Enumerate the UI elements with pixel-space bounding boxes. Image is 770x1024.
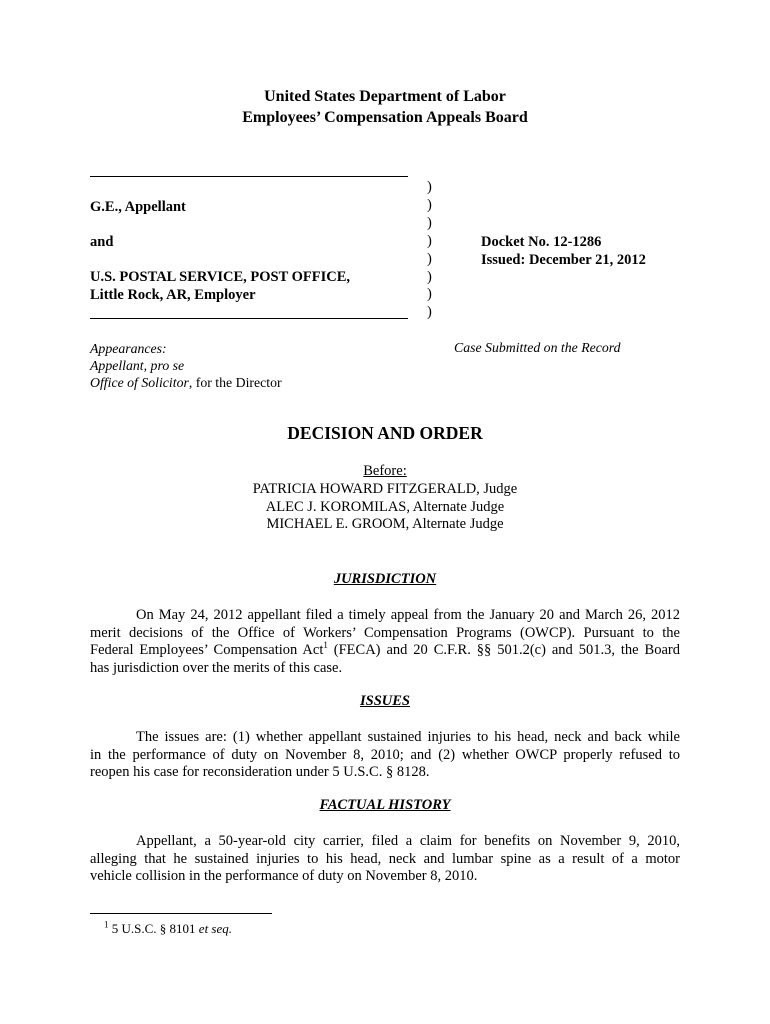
judge-name: MICHAEL E. GROOM, Alternate Judge bbox=[266, 516, 504, 533]
employer-line-1: U.S. POSTAL SERVICE, POST OFFICE, bbox=[90, 269, 351, 285]
solicitor-appearance bbox=[90, 374, 282, 392]
board-title: Employees’ Compensation Appeals Board bbox=[242, 109, 528, 126]
paren: ) bbox=[427, 196, 432, 213]
appearances-label: Appearances: bbox=[90, 341, 167, 356]
paragraph-line: merit decisions of the Office of Workers’ Compensation Programs (OWCP). Pursuant to the bbox=[90, 624, 680, 641]
appellant-name: G.E., Appellant bbox=[90, 199, 186, 215]
paragraph-line: On May 24, 2012 appellant filed a timely appeal from the January 20 and March 26, 2012 bbox=[136, 607, 680, 623]
footnote-text: 5 U.S.C. § 8101 bbox=[108, 921, 199, 936]
fragment: (FECA) and 20 C.F.R. §§ 501.2(c) and 501.3, the Board bbox=[327, 642, 680, 659]
paragraph-line: reopen his case for reconsideration under 5 U.S.C. § 8128. bbox=[90, 764, 430, 781]
paragraph-line: alleging that he sustained injuries to his head, neck and lumbar spine as a result of a motor bbox=[90, 850, 680, 867]
paragraph-line bbox=[90, 642, 680, 660]
agency-title: United States Department of Labor bbox=[264, 88, 506, 105]
caption-top-rule bbox=[90, 176, 408, 177]
paren: ) bbox=[427, 268, 432, 285]
case-submitted-note: Case Submitted on the Record bbox=[454, 340, 621, 355]
factual-history-heading: FACTUAL HISTORY bbox=[319, 797, 451, 813]
before-label: Before: bbox=[363, 463, 407, 479]
paragraph-line: The issues are: (1) whether appellant sustained injuries to his head, neck and back while bbox=[136, 729, 680, 745]
footnote-rule bbox=[90, 913, 272, 914]
judges-panel bbox=[0, 463, 770, 534]
solicitor-suffix: , for the Director bbox=[188, 375, 282, 390]
paragraph-line: vehicle collision in the performance of duty on November 8, 2010. bbox=[90, 868, 478, 885]
paren: ) bbox=[427, 232, 432, 249]
paren: ) bbox=[427, 304, 432, 321]
factual-history-paragraph bbox=[90, 833, 680, 886]
caption-and: and bbox=[90, 234, 114, 250]
paren: ) bbox=[427, 286, 432, 303]
footnote-italic: et seq. bbox=[198, 921, 233, 936]
judge-name: ALEC J. KOROMILAS, Alternate Judge bbox=[265, 498, 505, 515]
judge-name: PATRICIA HOWARD FITZGERALD, Judge bbox=[252, 480, 518, 497]
footnote-ref: 1 bbox=[323, 640, 328, 651]
paren: ) bbox=[427, 214, 432, 231]
docket-number: Docket No. 12-1286 bbox=[481, 234, 602, 250]
footnote bbox=[104, 921, 232, 937]
issued-date: Issued: December 21, 2012 bbox=[481, 252, 646, 268]
paren: ) bbox=[427, 250, 432, 267]
fragment: Federal Employees’ Compensation Act bbox=[90, 642, 324, 659]
footnote-number: 1 bbox=[104, 919, 109, 930]
employer-line-2: Little Rock, AR, Employer bbox=[90, 287, 256, 303]
paragraph-line: in the performance of duty on November 8, 2010; and (2) whether OWCP properly refused to bbox=[90, 746, 680, 763]
jurisdiction-heading: JURISDICTION bbox=[333, 571, 437, 587]
caption-bottom-rule bbox=[90, 318, 408, 319]
appellant-appearance bbox=[90, 357, 184, 375]
appellant-appearance-status: pro se bbox=[147, 358, 185, 373]
issues-paragraph bbox=[90, 729, 680, 782]
appellant-appearance-name: Appellant, bbox=[90, 358, 148, 373]
paragraph-line: Appellant, a 50-year-old city carrier, filed a claim for benefits on November 9, 2010, bbox=[136, 833, 680, 849]
issues-heading: ISSUES bbox=[360, 693, 410, 709]
solicitor-office: Office of Solicitor bbox=[90, 375, 189, 390]
paragraph-line: has jurisdiction over the merits of this case. bbox=[90, 660, 343, 677]
decision-title: DECISION AND ORDER bbox=[287, 423, 483, 443]
paren: ) bbox=[427, 179, 432, 195]
caption-parentheses bbox=[427, 179, 439, 322]
jurisdiction-paragraph bbox=[90, 607, 680, 678]
